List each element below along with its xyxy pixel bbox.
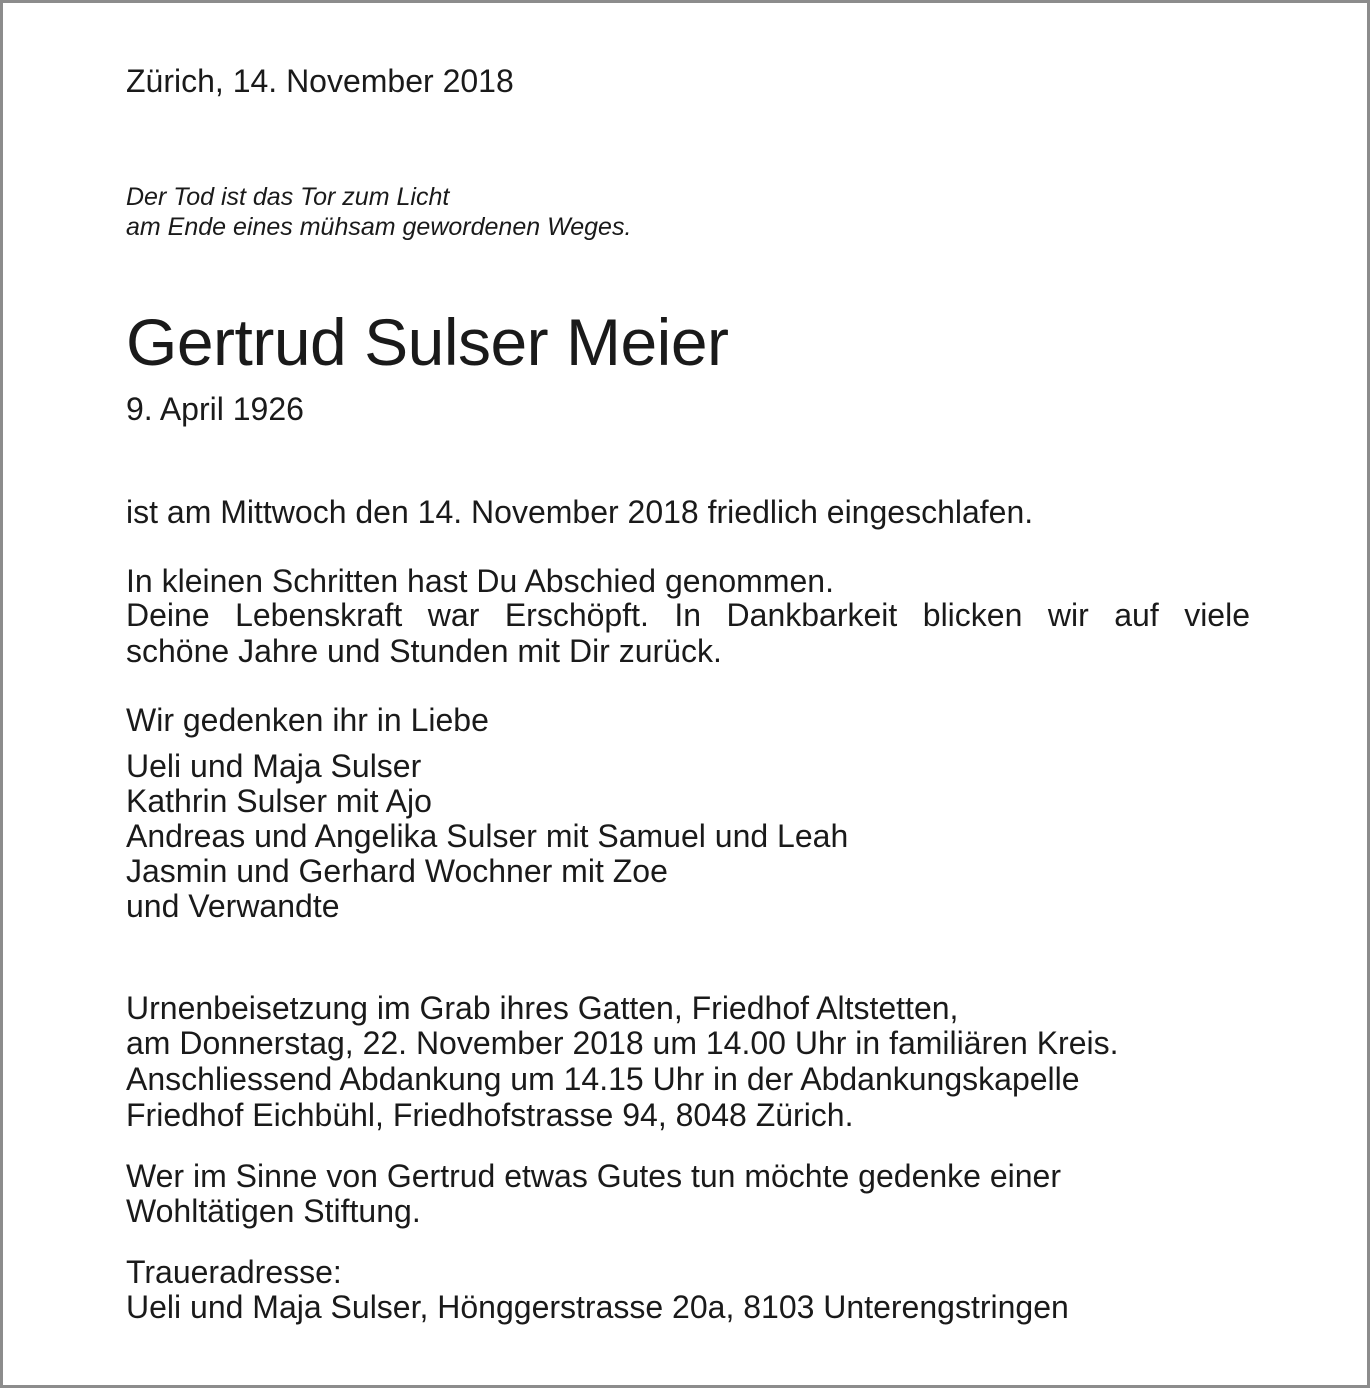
ceremony-line-3: Anschliessend Abdankung um 14.15 Uhr in der Abdankungskapelle [126, 1061, 1080, 1097]
mourner-name: Andreas und Angelika Sulser mit Samuel und Leah [126, 818, 849, 854]
address-label: Traueradresse: [126, 1254, 342, 1290]
donation-line-1: Wer im Sinne von Gertrud etwas Gutes tun möchte gedenke einer [126, 1158, 1061, 1194]
dateline: Zürich, 14. November 2018 [126, 63, 514, 99]
ceremony-line-1: Urnenbeisetzung im Grab ihres Gatten, Friedhof Altstetten, [126, 990, 959, 1026]
farewell-line-1: In kleinen Schritten hast Du Abschied genommen. [126, 563, 834, 599]
death-announcement: ist am Mittwoch den 14. November 2018 friedlich eingeschlafen. [126, 494, 1034, 530]
ceremony-line-4: Friedhof Eichbühl, Friedhofstrasse 94, 8048 Zürich. [126, 1097, 854, 1133]
motto-line-1: Der Tod ist das Tor zum Licht [126, 183, 450, 211]
mourner-name: und Verwandte [126, 888, 340, 924]
mourner-name: Ueli und Maja Sulser [126, 748, 422, 784]
farewell-line-2: Deine Lebenskraft war Erschöpft. In Dankbarkeit blicken wir auf viele [126, 597, 1250, 633]
ceremony-line-2: am Donnerstag, 22. November 2018 um 14.00 Uhr in familiären Kreis. [126, 1025, 1119, 1061]
address-value: Ueli und Maja Sulser, Hönggerstrasse 20a, 8103 Unterengstringen [126, 1289, 1069, 1325]
mourner-name: Kathrin Sulser mit Ajo [126, 783, 432, 819]
birth-date: 9. April 1926 [126, 391, 304, 427]
deceased-name: Gertrud Sulser Meier [126, 305, 729, 379]
donation-line-2: Wohltätigen Stiftung. [126, 1193, 421, 1229]
mourners-intro: Wir gedenken ihr in Liebe [126, 702, 489, 738]
motto-line-2: am Ende eines mühsam gewordenen Weges. [126, 213, 632, 241]
farewell-line-3: schöne Jahre und Stunden mit Dir zurück. [126, 633, 722, 669]
mourner-name: Jasmin und Gerhard Wochner mit Zoe [126, 853, 668, 889]
